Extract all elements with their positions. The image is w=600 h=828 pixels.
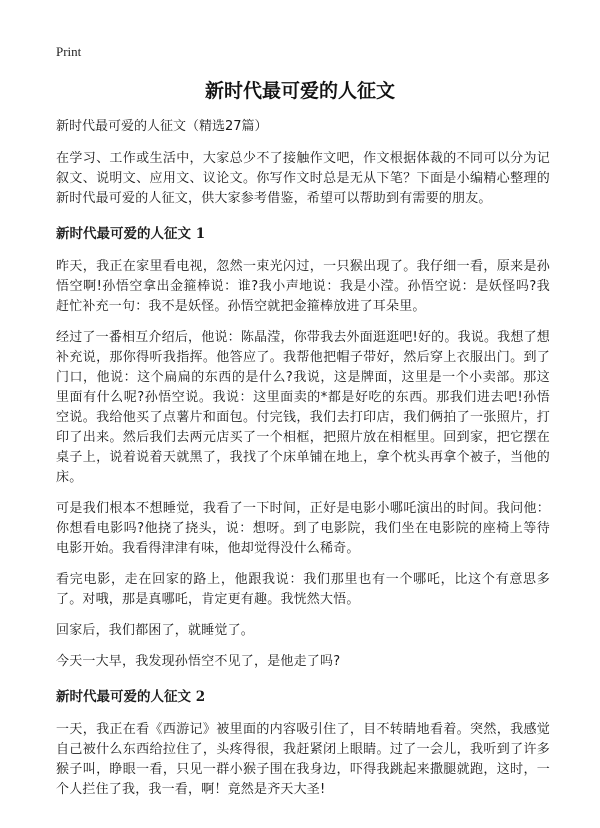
section-2-paragraph: 一天，我正在看《西游记》被里面的内容吸引住了，目不转睛地看着。突然，我感觉自己被什么东西给拉住了，头疼得很，我赶紧闭上眼睛。过了一会儿，我听到了许多猴子叫，睁眼一看，只见一群小猴子围在我身边，吓得我跳起来撒腿就跑，这时，一个人拦住了我，我一看，啊！竟然是齐天大圣!	[56, 722, 550, 797]
section-1-paragraph: 今天一大早，我发现孙悟空不见了，是他走了吗?	[56, 654, 341, 669]
article-subtitle: 新时代最可爱的人征文（精选27篇）	[56, 119, 268, 134]
page-title: 新时代最可爱的人征文	[204, 80, 395, 102]
section-1-paragraph: 经过了一番相互介绍后，他说：陈晶滢，你带我去外面逛逛吧!好的。我说。我想了想补充说，那你得听我指挥。他答应了。我帮他把帽子带好，然后穿上衣服出门。到了门口，他说：这个扁扁的东西的是什么?我说，这是牌面，这里是一个小卖部。那这里面有什么呢?孙悟空说。我说：这里面卖的*都是好吃的东西。那我们进去吧!孙悟空说。我给他买了点薯片和面包。付完钱，我们去打印店，我们俩拍了一张照片，打印了出来。然后我们去两元店买了一个相框，把照片放在相框里。回到家，把它摆在桌子上，说着说着天就黑了，我找了个床单铺在地上，拿个枕头再拿个被子，当他的床。	[56, 330, 550, 485]
section-heading-2: 新时代最可爱的人征文 2	[56, 689, 206, 705]
section-1-paragraph: 可是我们根本不想睡觉，我看了一下时间，正好是电影小哪吒演出的时间。我问他：你想看电影吗?他挠了挠头，说：想呀。到了电影院，我们坐在电影院的座椅上等待电影开始。我看得津津有味，他却觉得没什么稀奇。	[56, 501, 550, 556]
article-body	[56, 117, 550, 811]
intro-paragraph: 在学习、工作或生活中，大家总少不了接触作文吧，作文根据体裁的不同可以分为记叙文、说明文、应用文、议论文。你写作文时总是无从下笔？下面是小编精心整理的新时代最可爱的人征文，供大家参考借鉴，希望可以帮助到有需要的朋友。	[56, 151, 550, 206]
section-1-paragraph: 昨天，我正在家里看电视，忽然一束光闪过，一只猴出现了。我仔细一看，原来是孙悟空啊!孙悟空拿出金箍棒说：谁?我小声地说：我是小滢。孙悟空说：是妖怪吗?我赶忙补充一句：我不是妖怪。孙悟空就把金箍棒放进了耳朵里。	[56, 259, 550, 314]
section-1-paragraph: 回家后，我们都困了，就睡觉了。	[56, 623, 255, 638]
section-1-paragraph: 看完电影，走在回家的路上，他跟我说：我们那里也有一个哪吒，比这个有意思多了。对哦，那是真哪吒，肯定更有趣。我恍然大悟。	[56, 572, 550, 607]
section-heading-1: 新时代最可爱的人征文 1	[56, 226, 206, 242]
print-link[interactable]: Print	[56, 44, 82, 59]
